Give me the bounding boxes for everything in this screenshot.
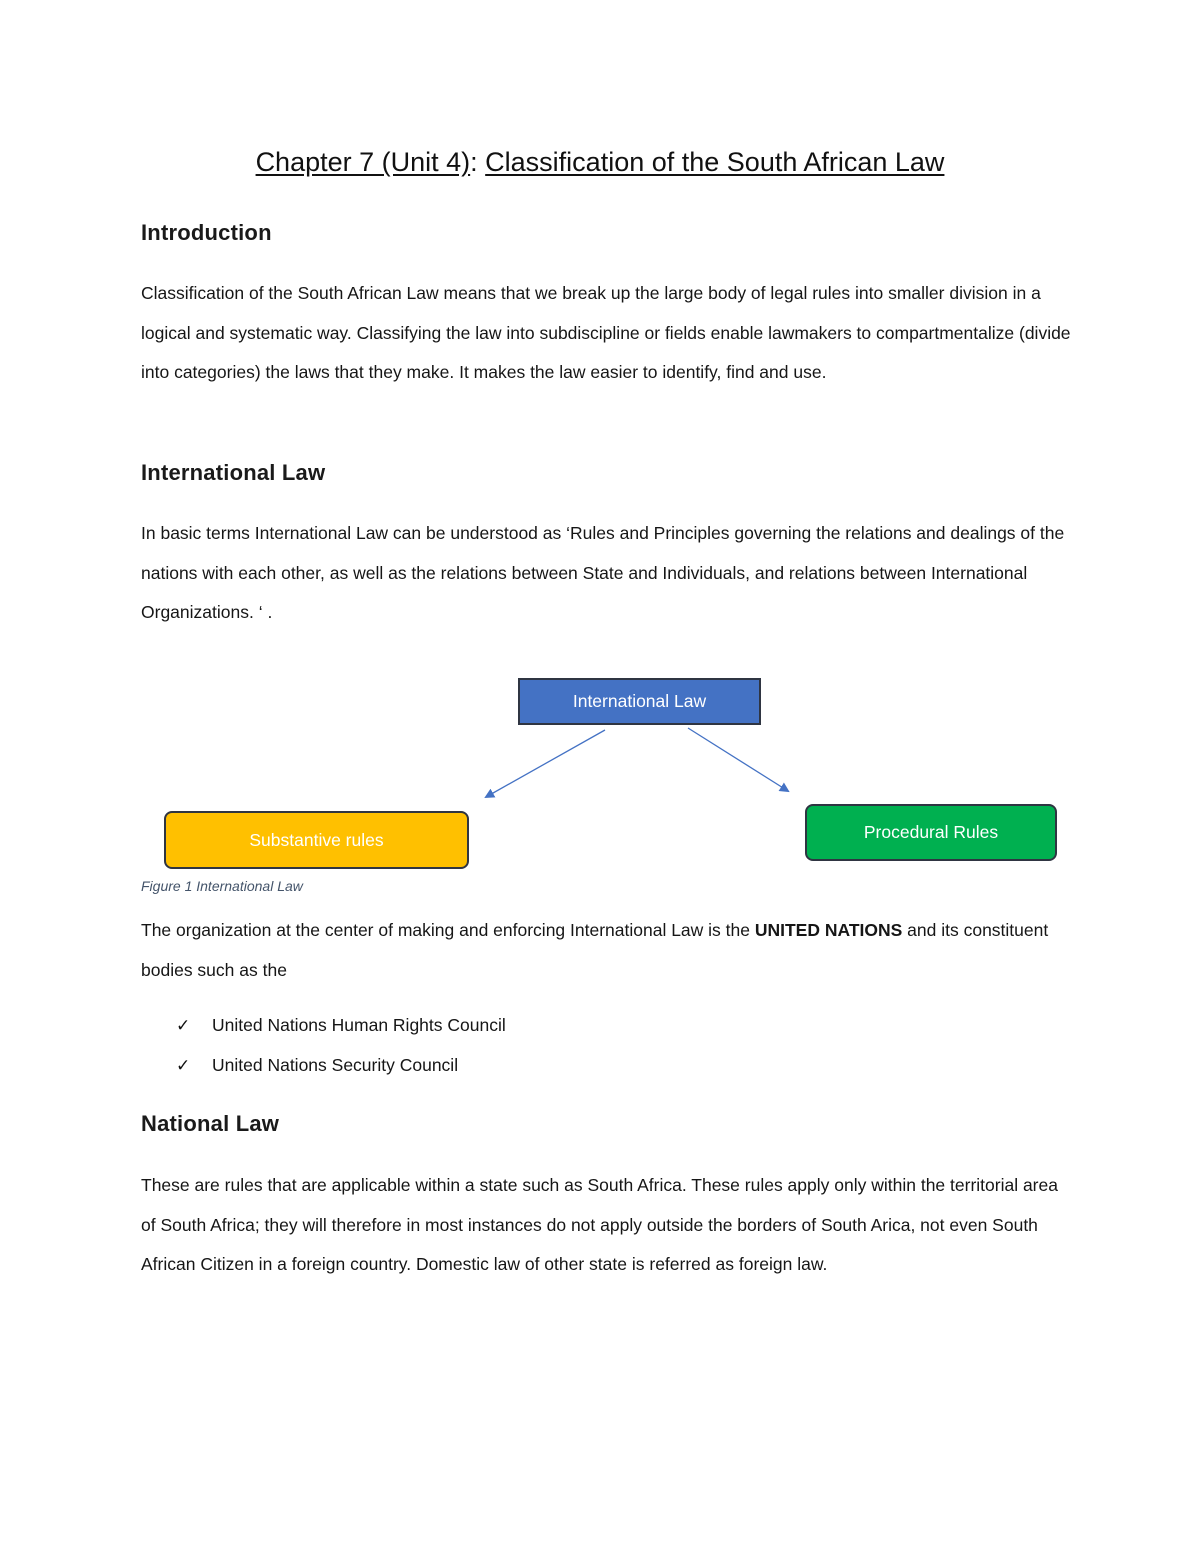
un-text-before: The organization at the center of making and enforcing International Law is the	[141, 920, 755, 940]
introduction-heading: Introduction	[141, 220, 272, 245]
national-law-paragraph: These are rules that are applicable within a state such as South Africa. These rules apply only within the territorial area of South Africa; they will therefore in most instances do not apply outside the borders of South Arica, not even South African Citizen in a foreign country. Domestic law of other state is referred as foreign law.	[141, 1175, 1058, 1274]
checkmark-icon: ✓	[176, 1016, 191, 1035]
list-item-label: United Nations Human Rights Council	[212, 1015, 506, 1035]
list-item-label: United Nations Security Council	[212, 1054, 459, 1075]
arrow-to-substantive	[486, 730, 605, 797]
list-item	[176, 1006, 506, 1046]
page-title	[0, 142, 1200, 182]
international-law-heading: International Law	[141, 460, 326, 485]
title-separator: :	[470, 147, 486, 177]
introduction-paragraph: Classification of the South African Law means that we break up the large body of legal rules into smaller division in a logical and systematic way. Classifying the law into subdiscipline or fields enable lawmakers to compartmentalize (divide into categories) the laws that they make. It makes the law easier to identify, find and use.	[141, 283, 1071, 382]
un-bodies-list	[176, 1006, 506, 1085]
un-emphasis: UNITED NATIONS	[754, 920, 903, 940]
checkmark-icon: ✓	[176, 1055, 191, 1075]
un-text-after: and its constituent bodies such as the	[141, 920, 1049, 980]
diagram-node-substantive-rules: Substantive rules	[164, 811, 469, 869]
title-topic: Classification of the South African Law	[485, 147, 945, 177]
national-law-heading: National Law	[141, 1111, 280, 1136]
arrow-to-procedural	[688, 728, 788, 791]
international-law-paragraph: In basic terms International Law can be understood as ‘Rules and Principles governing the relations and dealings of the nations with each other, as well as the relations between State and Individuals, and relations between International Organizations. ‘ .	[141, 523, 1065, 622]
list-item	[176, 1046, 506, 1086]
title-chapter: Chapter 7 (Unit 4)	[255, 147, 471, 177]
figure-caption: Figure 1 International Law	[141, 878, 303, 894]
diagram-node-procedural-rules: Procedural Rules	[805, 804, 1057, 861]
diagram-node-international-law: International Law	[518, 678, 761, 725]
united-nations-paragraph	[141, 911, 1071, 990]
